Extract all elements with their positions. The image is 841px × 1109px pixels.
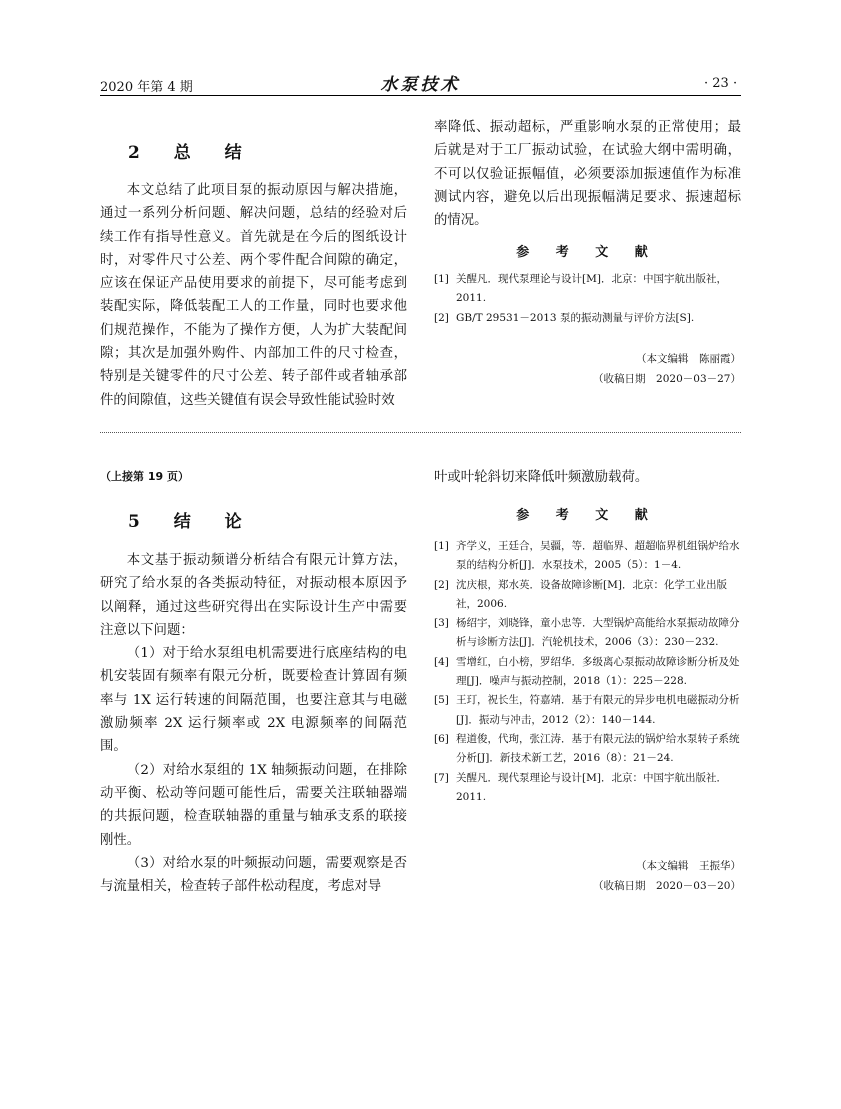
received-date-top: （收稿日期 2020－03－27） bbox=[593, 373, 741, 385]
conclusion-paragraph: （1）对于给水泵组电机需要进行底座结构的电机安装固有频率有限元分析，既要检查计算固有频率与 1X 运行转速的间隔范围，也要注意其与电磁激励频率 2X 运行频率或 2X 电源频率的间隔范围。 bbox=[100, 646, 407, 755]
reference-list-top bbox=[434, 270, 741, 328]
continued-note: （上接第 19 页） bbox=[100, 470, 189, 483]
summary-paragraph-continued: 率降低、振动超标，严重影响水泵的正常使用；最后就是对于工厂振动试验，在试验大纲中需明确，不可以仅验证振幅值，必须要添加振速值作为标准测试内容，避免以后出现振幅满足要求、振速超标的情况。 bbox=[434, 120, 741, 229]
conclusion-column-right bbox=[434, 466, 741, 489]
conclusion-paragraph: （2）对给水泵组的 1X 轴频振动问题，在排除动平衡、松动等问题可能性后，需要关注联轴器端的共振问题，检查联轴器的重量与轴承支系的联接刚性。 bbox=[100, 762, 407, 848]
reference-item: [2] GB/T 29531－2013 泵的振动测量与评价方法[S]. bbox=[434, 311, 695, 324]
header-rule bbox=[100, 95, 741, 96]
summary-paragraph: 本文总结了此项目泵的振动原因与解决措施，通过一系列分析问题、解决问题，总结的经验对后续工作有指导性意义。首先就是在今后的图纸设计时，对零件尺寸公差、两个零件配合间隙的确定，应该在保证产品使用要求的前提下，尽可能考虑到装配实际，降低装配工人的工作量，同时也要求他们规范操作，不能为了操作方便，人为扩大装配间隙；其次是加强外购件、内部加工件的尺寸检查，特别是关键零件的尺寸公差、转子部件或者轴承部件的间隙值，这些关键值有误会导致性能试验时效 bbox=[100, 183, 407, 408]
reference-item: [1] 齐学义，王廷合，吴疆，等．超临界、超超临界机组锅炉给水泵的结构分析[J]．水泵技术，2005（5）：1－4. bbox=[434, 540, 740, 572]
references-title-bottom: 参 考 文 献 bbox=[516, 508, 659, 523]
received-date-bottom: （收稿日期 2020－03－20） bbox=[593, 880, 741, 892]
reference-item: [2] 沈庆根，郑水英．设备故障诊断[M]．北京：化学工业出版社，2006. bbox=[434, 578, 727, 610]
conclusion-paragraph-continued: 叶或叶轮斜切来降低叶频激励载荷。 bbox=[434, 470, 649, 485]
journal-title: 水泵技术 bbox=[380, 75, 461, 95]
section-title-conclusion: 5 结 论 bbox=[128, 512, 256, 532]
page-number: · 23 · bbox=[704, 76, 738, 91]
editor-note-bottom: （本文编辑 王振华） bbox=[636, 860, 741, 872]
conclusion-paragraph: （3）对给水泵的叶频振动问题，需要观察是否与流量相关，检查转子部件松动程度，考虑对导 bbox=[100, 855, 407, 895]
reference-list-bottom bbox=[434, 537, 741, 807]
issue-label: 2020 年第 4 期 bbox=[100, 80, 193, 95]
reference-item: [6] 程道俊，代珣，张江涛．基于有限元法的锅炉给水泵转子系统分析[J]．新技术新工艺，2016（8）：21－24. bbox=[434, 732, 740, 765]
section-title-summary: 2 总 结 bbox=[128, 143, 256, 163]
conclusion-column-left bbox=[100, 549, 407, 898]
conclusion-paragraph: 本文基于振动频谱分析结合有限元计算方法，研究了给水泵的各类振动特征，对振动根本原因予以阐释，通过这些研究得出在实际设计生产中需要注意以下问题： bbox=[100, 553, 407, 638]
reference-item: [5] 王玎，祝长生，符嘉靖．基于有限元的异步电机电磁振动分析[J]．振动与冲击，2012（2）：140－144. bbox=[434, 694, 740, 726]
reference-item: [7] 关醒凡．现代泵理论与设计[M]．北京：中国宇航出版社．2011. bbox=[434, 771, 727, 803]
reference-item: [1] 关醒凡．现代泵理论与设计[M]．北京：中国宇航出版社，2011. bbox=[434, 273, 727, 305]
article-divider bbox=[100, 432, 741, 433]
references-title-top: 参 考 文 献 bbox=[516, 245, 659, 260]
reference-item: [4] 雪增红，白小榜，罗绍华．多级离心泵振动故障诊断分析及处理[J]．噪声与振动控制，2018（1）：225－228. bbox=[434, 655, 740, 688]
summary-column-right bbox=[434, 116, 741, 232]
summary-column-left bbox=[100, 179, 407, 412]
editor-note-top: （本文编辑 陈丽霞） bbox=[636, 353, 741, 365]
reference-item: [3] 杨绍宇，刘晓锋，童小忠等．大型锅炉高能给水泵振动故障分析与诊断方法[J]．汽轮机技术，2006（3）：230－232. bbox=[434, 617, 740, 649]
